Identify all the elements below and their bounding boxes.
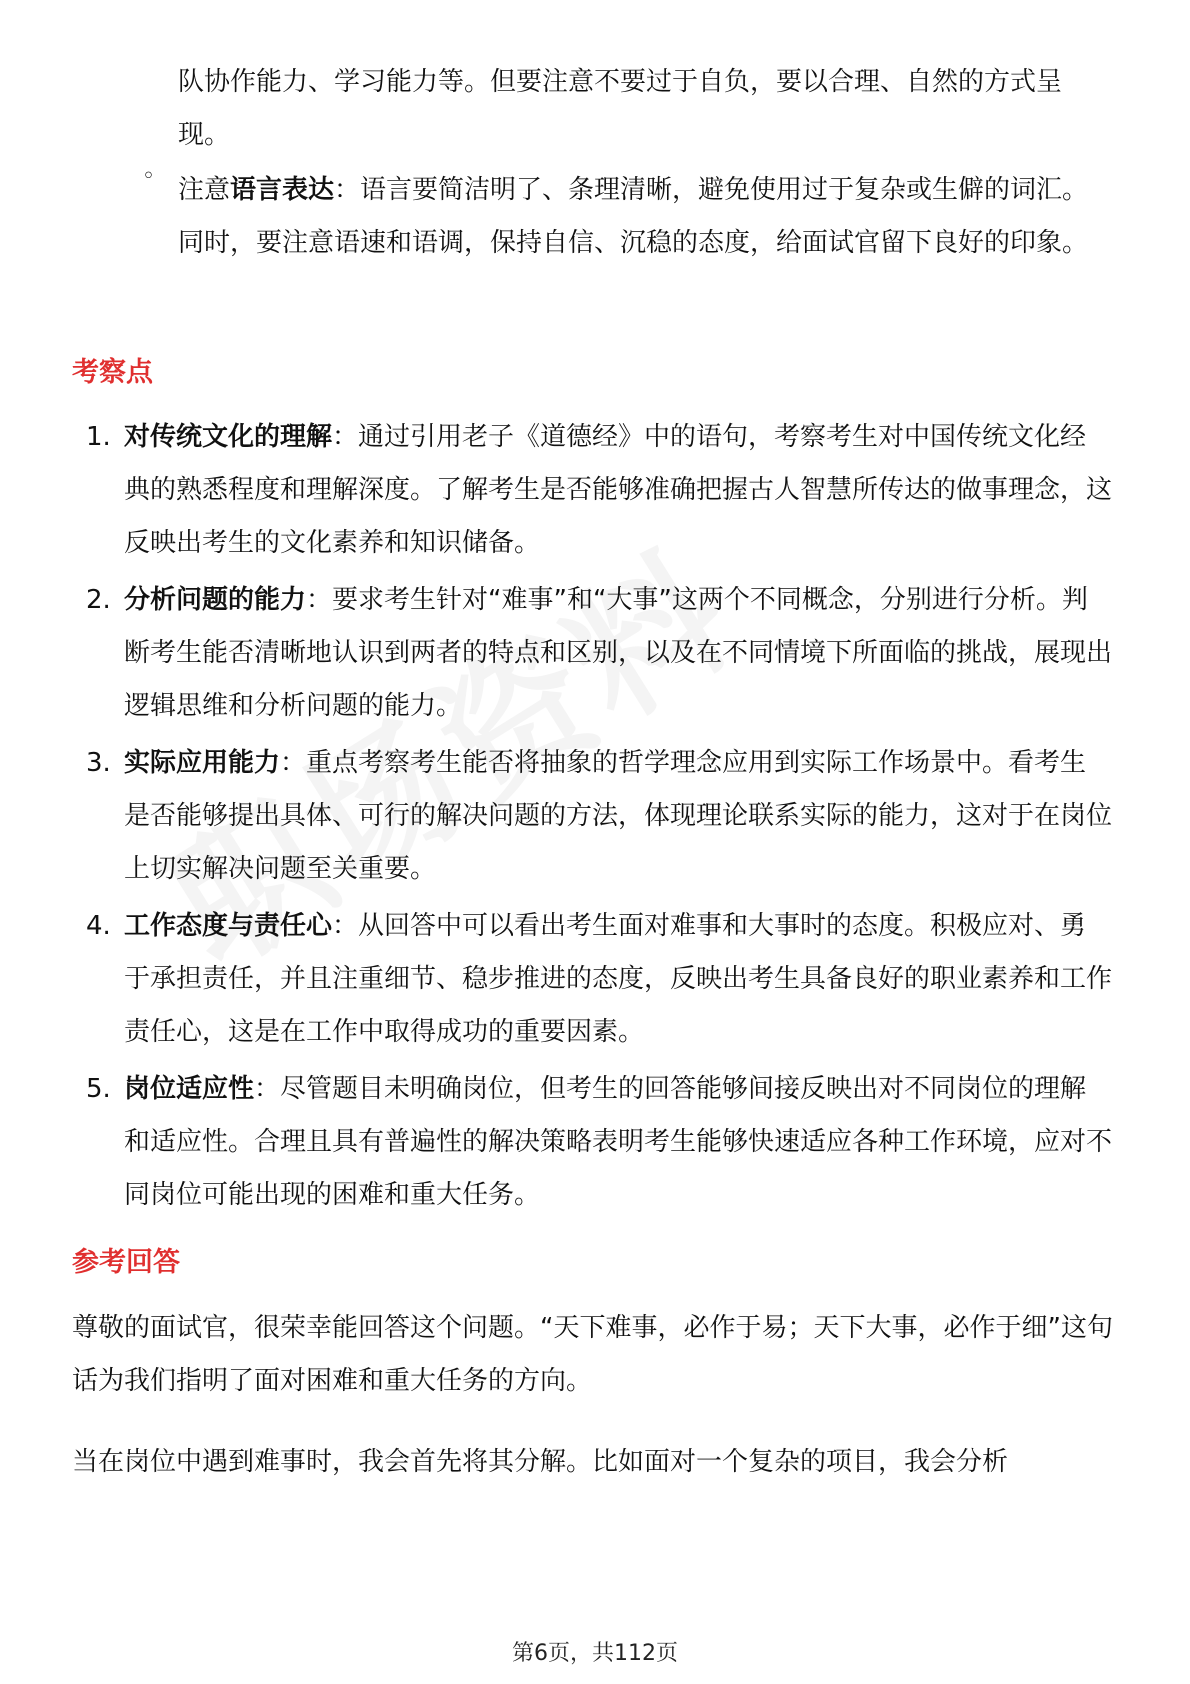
answer-text: 尊敬的面试官，很荣幸能回答这个问题。“天下难事，必作于易；天下大事，必作于细”这句话为我们指明了面对困难和重大任务的方向。	[72, 1313, 1113, 1396]
continuation-paragraph: 队协作能力、学习能力等。但要注意不要过于自负，要以合理、自然的方式呈现。	[178, 67, 1063, 150]
list-item-body: ：通过引用老子《道德经》中的语句，考察考生对中国传统文化经典的熟悉程度和理解深度。了解考生是否能够准确把握古人智慧所传达的做事理念，这反映出考生的文化素养和知识储备。	[124, 422, 1113, 558]
list-number: 3.	[86, 748, 111, 778]
sub-bullet-prefix: 注意	[178, 175, 231, 205]
list-item-body: ：尽管题目未明确岗位，但考生的回答能够间接反映出对不同岗位的理解和适应性。合理且具有普遍性的解决策略表明考生能够快速适应各种工作环境，应对不同岗位可能出现的困难和重大任务。	[124, 1074, 1113, 1210]
answer-text: 当在岗位中遇到难事时，我会首先将其分解。比如面对一个复杂的项目，我会分析	[72, 1447, 1009, 1477]
list-item-bold: 实际应用能力	[124, 748, 281, 778]
list-item	[72, 737, 1112, 896]
list-number: 2.	[86, 585, 111, 615]
list-number: 5.	[86, 1074, 111, 1104]
list-item-body: ：要求考生针对“难事”和“大事”这两个不同概念，分别进行分析。判断考生能否清晰地认识到两者的特点和区别，以及在不同情境下所面临的挑战，展现出逻辑思维和分析问题的能力。	[124, 585, 1113, 721]
list-item-text	[124, 900, 1112, 1059]
list-item-body: ：重点考察考生能否将抽象的哲学理念应用到实际工作场景中。看考生是否能够提出具体、可行的解决问题的方法，体现理论联系实际的能力，这对于在岗位上切实解决问题至关重要。	[124, 748, 1113, 884]
list-item	[72, 900, 1112, 1059]
ordered-list	[72, 411, 1112, 1226]
hollow-bullet-icon: ◦	[142, 164, 155, 189]
list-number: 4.	[86, 911, 111, 941]
list-item-bold: 工作态度与责任心	[124, 911, 333, 941]
page-footer: 第6页，共112页	[512, 1641, 678, 1666]
sub-bullet-text: ：语言要简洁明了、条理清晰，避免使用过于复杂或生僻的词汇。同时，要注意语速和语调，保持自信、沉稳的态度，给面试官留下良好的印象。	[178, 175, 1089, 258]
list-item	[72, 411, 1112, 570]
answer-paragraph-2	[72, 1436, 1122, 1489]
sub-bullet-bold: 语言表达	[230, 175, 335, 205]
list-item	[72, 574, 1112, 733]
list-item-text	[124, 1063, 1112, 1222]
sub-bullet-item	[142, 164, 1110, 270]
list-item-body: ：从回答中可以看出考生面对难事和大事时的态度。积极应对、勇于承担责任，并且注重细节、稳步推进的态度，反映出考生具备良好的职业素养和工作责任心，这是在工作中取得成功的重要因素。	[124, 911, 1113, 1047]
list-item-text	[124, 411, 1112, 570]
list-item	[72, 1063, 1112, 1222]
list-item-text	[124, 574, 1112, 733]
list-item-text	[124, 737, 1112, 896]
section-heading-cankao: 参考回答	[72, 1247, 180, 1278]
answer-paragraph-1	[72, 1302, 1122, 1408]
list-item-bold: 分析问题的能力	[124, 585, 307, 615]
list-item-bold: 对传统文化的理解	[124, 422, 333, 452]
list-number: 1.	[86, 422, 111, 452]
sub-bullet-paragraph	[150, 164, 1110, 270]
continuation-text	[178, 56, 1110, 162]
section-heading-kaocha: 考察点	[72, 357, 153, 388]
list-item-bold: 岗位适应性	[124, 1074, 255, 1104]
